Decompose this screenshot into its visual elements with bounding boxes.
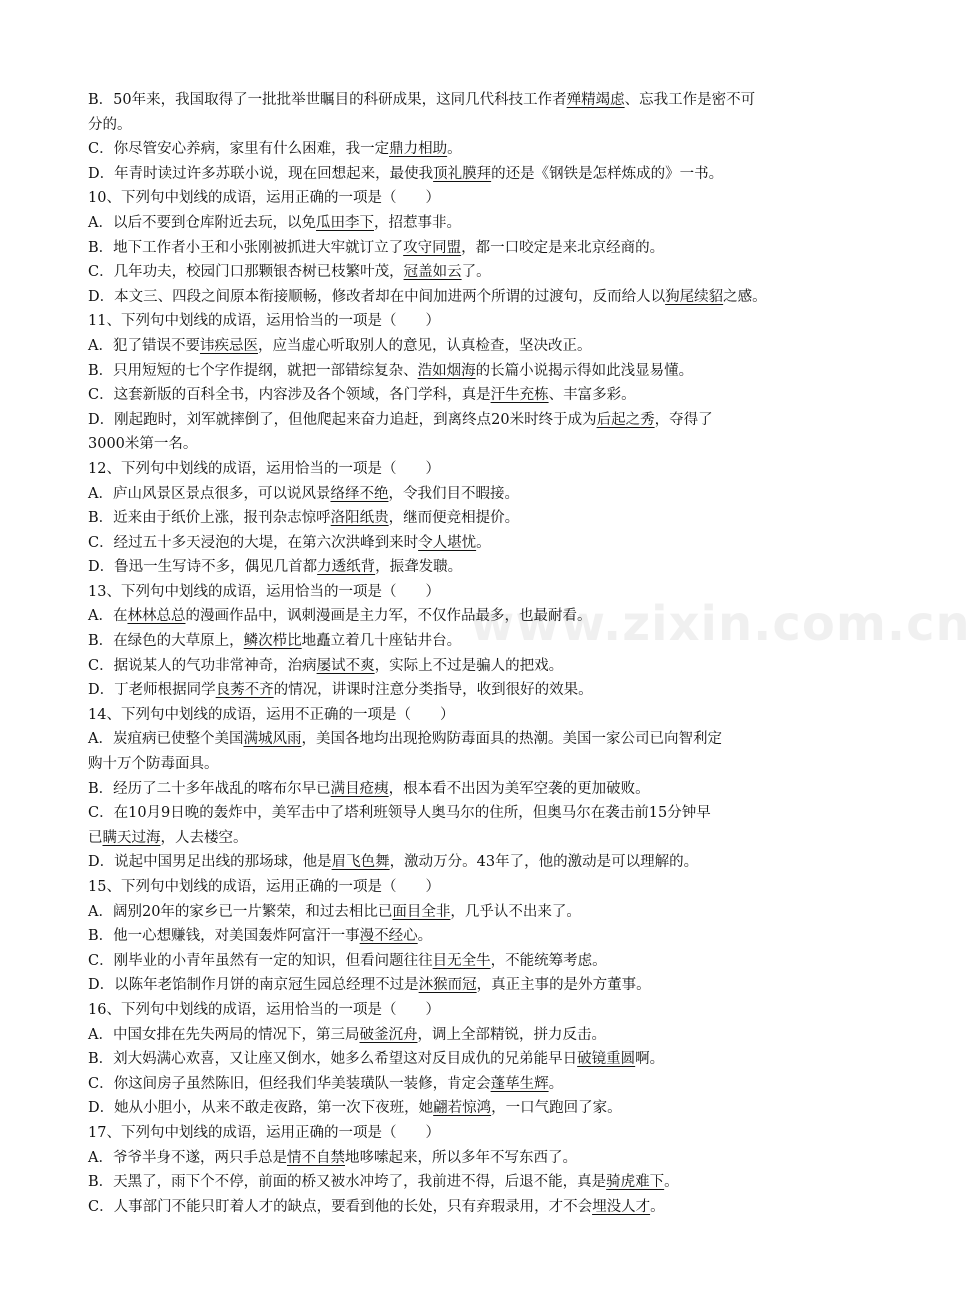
text-line bbox=[88, 1121, 848, 1146]
text-span: 、丰富多彩。 bbox=[548, 387, 636, 404]
text-span: 啊。 bbox=[635, 1051, 665, 1068]
text-line bbox=[88, 1023, 848, 1048]
text-span: D．她从小胆小，从来不敢走夜路，第一次下夜班，她 bbox=[88, 1100, 434, 1117]
text-line bbox=[88, 1170, 848, 1195]
text-span: C．在10月9日晚的轰炸中，美军击中了塔利班领导人奥马尔的住所，但奥马尔在袭击前15分钟早 bbox=[88, 805, 711, 822]
text-span: B．天黑了，雨下个不停，前面的桥又被水冲垮了，我前进不得，后退不能，真是 bbox=[88, 1174, 607, 1191]
text-span: ，几乎认不出来了。 bbox=[450, 903, 581, 920]
underlined-idiom: 漫不经心 bbox=[359, 928, 418, 945]
text-span: 的情况，讲课时注意分类指导，收到很好的效果。 bbox=[273, 682, 593, 699]
text-span: ，振聋发聩。 bbox=[375, 559, 463, 576]
text-span: B．经历了二十多年战乱的喀布尔早已 bbox=[88, 780, 331, 797]
text-line bbox=[88, 113, 848, 138]
text-span: ，夺得了 bbox=[654, 411, 713, 428]
text-span: ，激动万分。43年了，他的激动是可以理解的。 bbox=[389, 854, 699, 871]
underlined-idiom: 沐猴而冠 bbox=[418, 977, 477, 994]
text-line bbox=[88, 777, 848, 802]
underlined-idiom: 鼎力相助 bbox=[389, 141, 448, 158]
text-span: ，美国各地均出现抢购防毒面具的热潮。美国一家公司已向智利定 bbox=[301, 731, 722, 748]
underlined-idiom: 鳞次栉比 bbox=[243, 633, 302, 650]
text-span: C．人事部门不能只盯着人才的缺点，要看到他的长处，只有弃瑕录用，才不会 bbox=[88, 1198, 593, 1215]
text-span: 了。 bbox=[461, 264, 491, 281]
text-span: C．你尽管安心养病，家里有什么困难，我一定 bbox=[88, 141, 390, 158]
underlined-idiom: 令人堪忧 bbox=[418, 534, 477, 551]
text-line bbox=[88, 334, 848, 359]
text-line bbox=[88, 309, 848, 334]
text-line bbox=[88, 875, 848, 900]
text-span: 的还是《钢铁是怎样炼成的》一书。 bbox=[491, 165, 724, 182]
text-span: A．中国女排在先失两局的情况下，第三局 bbox=[88, 1026, 360, 1043]
text-span: D．本文三、四段之间原本衔接顺畅，修改者却在中间加进两个所谓的过渡句，反而给人以 bbox=[88, 288, 666, 305]
underlined-idiom: 林林总总 bbox=[127, 608, 186, 625]
text-span: D．鲁迅一生写诗不多，偶见几首都 bbox=[88, 559, 318, 576]
text-span: A．庐山风景区景点很多，可以说风景 bbox=[88, 485, 331, 502]
text-line bbox=[88, 1195, 848, 1220]
text-span: B．50年来，我国取得了一批批举世瞩目的科研成果，这同几代科技工作者 bbox=[88, 92, 567, 108]
text-line bbox=[88, 973, 848, 998]
text-span: 地哆嗦起来，所以多年不写东西了。 bbox=[344, 1149, 577, 1166]
text-span: B．近来由于纸价上涨，报刊杂志惊呼 bbox=[88, 510, 331, 527]
text-span: D．年青时读过许多苏联小说，现在回想起来，最使我 bbox=[88, 165, 434, 182]
text-span: D．刚起跑时，刘军就摔倒了，但他爬起来奋力追赶，到离终点20米时终于成为 bbox=[88, 411, 597, 428]
text-line bbox=[88, 531, 848, 556]
text-span: ，一口气跑回了家。 bbox=[491, 1100, 622, 1117]
underlined-idiom: 瞒天过海 bbox=[102, 829, 161, 846]
text-span: 已 bbox=[88, 829, 103, 846]
text-span: ，根本看不出因为美军空袭的更加破败。 bbox=[388, 780, 650, 797]
text-line bbox=[88, 432, 848, 457]
text-line bbox=[88, 850, 848, 875]
text-span: ，继而便竞相提价。 bbox=[388, 510, 520, 527]
underlined-idiom: 满目疮痍 bbox=[330, 780, 389, 797]
underlined-idiom: 殚精竭虑 bbox=[566, 92, 625, 108]
text-span: C．这套新版的百科全书，内容涉及各个领域，各门学科，真是 bbox=[88, 387, 491, 404]
underlined-idiom: 埋没人才 bbox=[592, 1198, 651, 1215]
underlined-idiom: 洛阳纸贵 bbox=[330, 510, 389, 527]
text-span: ，人去楼空。 bbox=[160, 829, 248, 846]
text-line bbox=[88, 457, 848, 482]
text-span: ，招惹事非。 bbox=[373, 214, 461, 231]
text-line bbox=[88, 1146, 848, 1171]
text-line bbox=[88, 260, 848, 285]
text-span: A．爷爷半身不遂，两只手总是 bbox=[88, 1149, 287, 1166]
text-span: 。 bbox=[664, 1174, 679, 1191]
text-line bbox=[88, 900, 848, 925]
text-span: D．丁老师根据同学 bbox=[88, 682, 216, 699]
text-line bbox=[88, 949, 848, 974]
text-line bbox=[88, 1047, 848, 1072]
text-span: ，真正主事的是外方董事。 bbox=[476, 977, 651, 994]
text-line bbox=[88, 727, 848, 752]
text-line bbox=[88, 703, 848, 728]
text-span: 。 bbox=[650, 1198, 665, 1215]
text-span: C．经过五十多天浸泡的大堤，在第六次洪峰到来时 bbox=[88, 534, 419, 551]
text-line bbox=[88, 186, 848, 211]
underlined-idiom: 后起之秀 bbox=[596, 411, 655, 428]
text-span: A．犯了错误不要 bbox=[88, 337, 200, 354]
underlined-idiom: 蓬荜生辉 bbox=[490, 1075, 549, 1092]
text-span: 10、下列句中划线的成语，运用正确的一项是（ ） bbox=[88, 190, 440, 207]
text-span: C．据说某人的气功非常神奇，治病 bbox=[88, 657, 317, 674]
text-span: ，都一口咬定是来北京经商的。 bbox=[461, 239, 665, 256]
text-span: 。 bbox=[548, 1075, 564, 1092]
text-span: A．以后不要到仓库附近去玩，以免 bbox=[88, 214, 316, 231]
text-span: 14、下列句中划线的成语，运用不正确的一项是（ ） bbox=[88, 706, 455, 723]
text-line bbox=[88, 1096, 848, 1121]
text-span: ，应当虚心听取别人的意见，认真检查，坚决改正。 bbox=[257, 337, 592, 354]
text-span: C．你这间房子虽然陈旧，但经我们华美装璜队一装修，肯定会 bbox=[88, 1075, 491, 1092]
underlined-idiom: 浩如烟海 bbox=[417, 362, 476, 379]
text-line bbox=[88, 482, 848, 507]
text-line bbox=[88, 580, 848, 605]
text-span: 16、下列句中划线的成语，运用恰当的一项是（ ） bbox=[88, 1001, 440, 1018]
text-span: D．说起中国男足出线的那场球，他是 bbox=[88, 854, 332, 871]
document-body bbox=[88, 88, 848, 1219]
text-span: 的漫画作品中，讽刺漫画是主力军，不仅作品最多，也最耐看。 bbox=[185, 608, 592, 625]
text-line bbox=[88, 285, 848, 310]
text-line bbox=[88, 506, 848, 531]
text-span: C．几年功夫，校园门口那颗银杏树已枝繁叶茂， bbox=[88, 264, 404, 281]
underlined-idiom: 顶礼膜拜 bbox=[433, 165, 492, 182]
text-span: B．只用短短的七个字作提纲，就把一部错综复杂、 bbox=[88, 362, 418, 379]
text-line bbox=[88, 998, 848, 1023]
text-line bbox=[88, 408, 848, 433]
text-line bbox=[88, 383, 848, 408]
text-span: 。 bbox=[447, 141, 462, 158]
text-span: D．以陈年老馅制作月饼的南京冠生园总经理不过是 bbox=[88, 977, 419, 994]
underlined-idiom: 屡试不爽 bbox=[316, 657, 375, 674]
text-line bbox=[88, 654, 848, 679]
text-line bbox=[88, 359, 848, 384]
underlined-idiom: 汗牛充栋 bbox=[490, 387, 549, 404]
underlined-idiom: 络绎不绝 bbox=[330, 485, 389, 502]
text-line bbox=[88, 211, 848, 236]
text-span: 12、下列句中划线的成语，运用恰当的一项是（ ） bbox=[88, 460, 440, 477]
text-span: ，不能统筹考虑。 bbox=[490, 952, 607, 969]
underlined-idiom: 破釜沉舟 bbox=[359, 1026, 418, 1043]
text-line bbox=[88, 826, 848, 851]
underlined-idiom: 冠盖如云 bbox=[403, 264, 462, 281]
text-span: A．阔别20年的家乡已一片繁荣，和过去相比已 bbox=[88, 903, 393, 920]
text-span: 购十万个防毒面具。 bbox=[88, 756, 219, 773]
text-span: 。 bbox=[417, 928, 433, 945]
text-span: A．炭疽病已使整个美国 bbox=[88, 731, 244, 748]
underlined-idiom: 力透纸背 bbox=[317, 559, 376, 576]
text-line bbox=[88, 236, 848, 261]
text-span: B．刘大妈满心欢喜，又让座又倒水，她多么希望这对反目成仇的兄弟能早日 bbox=[88, 1051, 578, 1068]
underlined-idiom: 面目全非 bbox=[392, 903, 451, 920]
underlined-idiom: 情不自禁 bbox=[286, 1149, 345, 1166]
text-line bbox=[88, 162, 848, 187]
text-span: 的长篇小说揭示得如此浅显易懂。 bbox=[475, 362, 694, 379]
text-span: 13、下列句中划线的成语，运用恰当的一项是（ ） bbox=[88, 583, 440, 600]
text-line bbox=[88, 88, 848, 113]
underlined-idiom: 骑虎难下 bbox=[606, 1174, 665, 1191]
underlined-idiom: 瓜田李下 bbox=[315, 214, 374, 231]
text-span: 15、下列句中划线的成语，运用正确的一项是（ ） bbox=[88, 879, 440, 895]
underlined-idiom: 目无全牛 bbox=[432, 952, 491, 969]
text-line bbox=[88, 678, 848, 703]
text-span: 、忘我工作是密不可 bbox=[624, 92, 756, 108]
underlined-idiom: 眉飞色舞 bbox=[331, 854, 390, 871]
text-span: 11、下列句中划线的成语，运用恰当的一项是（ ） bbox=[88, 313, 440, 330]
text-line bbox=[88, 1072, 848, 1097]
text-span: A．在 bbox=[88, 608, 128, 625]
text-span: B．在绿色的大草原上， bbox=[88, 633, 244, 650]
text-line bbox=[88, 752, 848, 777]
watermark: www.zixin.com.cn bbox=[470, 596, 971, 652]
text-span: ，令我们目不暇接。 bbox=[388, 485, 519, 502]
text-span: 之感。 bbox=[723, 288, 767, 305]
text-span: 17、下列句中划线的成语，运用正确的一项是（ ） bbox=[88, 1124, 440, 1141]
text-span: B．他一心想赚钱，对美国轰炸阿富汗一事 bbox=[88, 928, 360, 945]
underlined-idiom: 满城风雨 bbox=[243, 731, 302, 748]
text-span: B．地下工作者小王和小张刚被抓进大牢就订立了 bbox=[88, 239, 404, 256]
text-span: ，调上全部精锐，拼力反击。 bbox=[417, 1026, 606, 1043]
text-span: 地矗立着几十座钻井台。 bbox=[301, 633, 462, 650]
underlined-idiom: 讳疾忌医 bbox=[199, 337, 258, 354]
text-line bbox=[88, 604, 848, 629]
text-line bbox=[88, 629, 848, 654]
underlined-idiom: 良莠不齐 bbox=[215, 682, 274, 699]
underlined-idiom: 狗尾续貂 bbox=[665, 288, 724, 305]
text-span: C．刚毕业的小青年虽然有一定的知识，但看问题往往 bbox=[88, 952, 433, 969]
underlined-idiom: 破镜重圆 bbox=[577, 1051, 636, 1068]
text-span: ，实际上不过是骗人的把戏。 bbox=[374, 657, 564, 674]
underlined-idiom: 翩若惊鸿 bbox=[433, 1100, 492, 1117]
text-line bbox=[88, 555, 848, 580]
text-span: 分的。 bbox=[88, 116, 132, 133]
text-line bbox=[88, 137, 848, 162]
text-line bbox=[88, 801, 848, 826]
text-span: 3000米第一名。 bbox=[88, 436, 198, 453]
text-line bbox=[88, 924, 848, 949]
text-span: 。 bbox=[476, 534, 491, 551]
underlined-idiom: 攻守同盟 bbox=[403, 239, 462, 256]
